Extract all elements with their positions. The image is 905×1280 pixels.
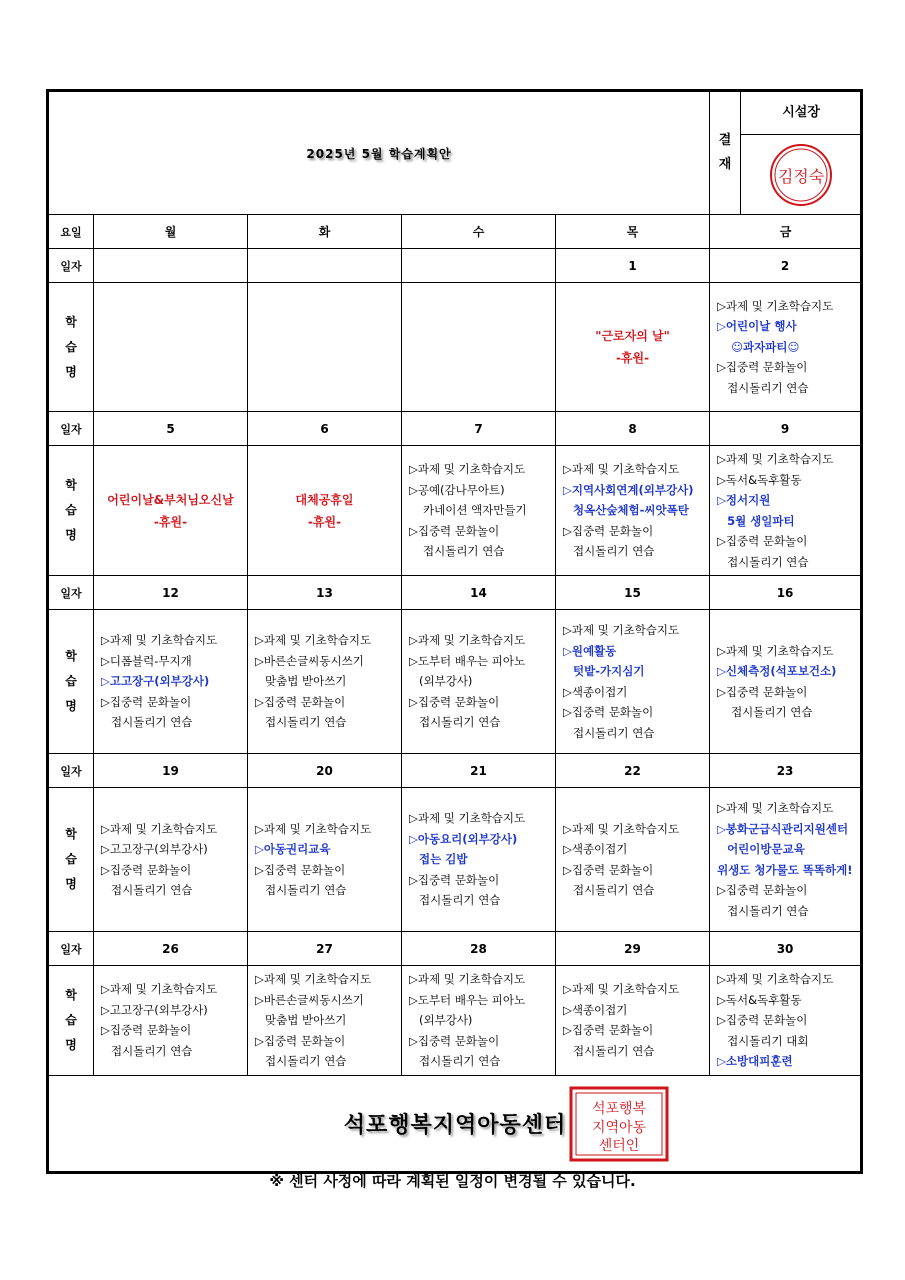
activity-line: ▷고고장구(외부강사)	[101, 674, 210, 689]
activity-line: ▷집중력 문화놀이	[717, 534, 808, 548]
activity-line: ▷고고장구(외부강사)	[101, 842, 208, 856]
activity-row	[48, 446, 862, 576]
activity-line: 텃밭-가지심기	[573, 664, 645, 678]
approval-box	[741, 91, 862, 215]
date-thu: 8	[556, 412, 710, 446]
weekday-row	[48, 215, 862, 249]
activity-line: ▷과제 및 기초학습지도	[717, 801, 834, 815]
activity-line: ▷과제 및 기초학습지도	[409, 633, 526, 648]
activity-cell-thu	[556, 788, 710, 932]
date-row-label: 일자	[48, 754, 94, 788]
activity-line: ▷아동권리교육	[255, 842, 331, 856]
activity-line: 접시돌리기 연습	[573, 1043, 655, 1058]
svg-text:석포행복: 석포행복	[591, 1100, 647, 1117]
activity-line: ▷집중력 문화놀이	[563, 862, 654, 877]
activity-label-char: 명	[65, 528, 77, 542]
svg-text:센터인: 센터인	[598, 1137, 640, 1154]
activity-cell-mon	[94, 966, 248, 1076]
activity-line: 어린이방문교육	[727, 842, 805, 856]
activity-label-char: 학	[65, 649, 77, 663]
activity-line: 접시돌리기 연습	[727, 380, 809, 395]
activity-line: (외부강사)	[419, 674, 473, 689]
date-fri: 23	[710, 754, 862, 788]
activity-row-label	[48, 610, 94, 754]
weekday-thu: 목	[556, 215, 710, 249]
activity-cell-fri	[710, 610, 862, 754]
activity-cell-wed	[402, 966, 556, 1076]
activity-line: 접시돌리기 연습	[111, 1043, 193, 1058]
date-mon: 12	[94, 576, 248, 610]
activity-label-char: 명	[65, 364, 77, 379]
activity-line: ▷도부터 배우는 피아노	[409, 992, 526, 1007]
activity-line: ▷과제 및 기초학습지도	[563, 462, 680, 477]
page-title: 2025년 5월 학습계획안	[48, 91, 710, 215]
activity-line: ▷집중력 문화놀이	[563, 705, 654, 719]
activity-line: ▷독서&독후활동	[717, 992, 802, 1007]
activity-line: ▷과제 및 기초학습지도	[255, 972, 372, 986]
date-row	[48, 932, 862, 966]
activity-line: ▷과제 및 기초학습지도	[255, 821, 372, 836]
date-fri: 2	[710, 249, 862, 283]
activity-line: ▷봉화군급식관리지원센터	[717, 821, 849, 836]
activity-cell-wed	[402, 788, 556, 932]
activity-line: ▷과제 및 기초학습지도	[563, 623, 680, 637]
activity-cell-thu	[556, 283, 710, 412]
activity-line: ▷원예활동	[563, 643, 617, 658]
approval-label-top: 결	[718, 133, 732, 148]
date-thu: 1	[556, 249, 710, 283]
activity-line: ▷고고장구(외부강사)	[101, 1002, 208, 1017]
activity-line: 어린이날&부처님오신날	[107, 492, 234, 507]
date-mon: 26	[94, 932, 248, 966]
date-tue: 6	[248, 412, 402, 446]
date-thu: 29	[556, 932, 710, 966]
activity-cell-thu	[556, 966, 710, 1076]
activity-line: ▷소방대피훈련	[717, 1054, 793, 1068]
activity-line: 접시돌리기 연습	[265, 715, 347, 730]
activity-line: ▷집중력 문화놀이	[563, 1023, 654, 1038]
activity-line: ▷집중력 문화놀이	[717, 883, 808, 897]
activity-cell-fri	[710, 966, 862, 1076]
activity-line: 접시돌리기 연습	[265, 883, 347, 897]
date-tue: 13	[248, 576, 402, 610]
activity-line: ▷집중력 문화놀이	[717, 360, 808, 375]
activity-line: ▷과제 및 기초학습지도	[101, 633, 218, 648]
activity-row	[48, 610, 862, 754]
activity-line: 5월 생일파티	[727, 513, 795, 528]
activity-line: 청옥산숲체험-씨앗폭탄	[573, 503, 689, 518]
activity-cell-tue	[248, 966, 402, 1076]
activity-line: ▷과제 및 기초학습지도	[409, 972, 526, 986]
activity-row	[48, 966, 862, 1076]
activity-label-char: 학	[65, 478, 77, 492]
activity-line: 접시돌리기 연습	[423, 544, 505, 559]
activity-line: ▷과제 및 기초학습지도	[717, 298, 834, 313]
activity-cell-mon	[94, 283, 248, 412]
activity-label-char: 학	[65, 827, 77, 841]
plan-table	[46, 89, 863, 1174]
weekday-tue: 화	[248, 215, 402, 249]
activity-line: 대체공휴일	[295, 492, 354, 507]
activity-line: ▷디폼블럭-무지개	[101, 653, 192, 668]
activity-line: ▷아동요리(외부강사)	[409, 831, 518, 846]
activity-line: ▷집중력 문화놀이	[101, 1023, 192, 1038]
activity-line: ▷집중력 문화놀이	[563, 523, 654, 538]
activity-line: 접시돌리기 연습	[573, 883, 655, 897]
activity-line: ☺과자파티☺	[731, 339, 800, 354]
activity-line: ▷과제 및 기초학습지도	[409, 811, 526, 826]
date-wed	[402, 249, 556, 283]
date-wed: 21	[402, 754, 556, 788]
activity-line: ▷바른손글씨동시쓰기	[255, 992, 364, 1007]
activity-line: 카네이션 액자만들기	[423, 503, 527, 518]
footer-cell	[48, 1075, 862, 1172]
center-name: 석포행복지역아동센터	[343, 1112, 567, 1138]
weekday-mon: 월	[94, 215, 248, 249]
activity-line: ▷과제 및 기초학습지도	[717, 452, 834, 466]
activity-line: 접시돌리기 연습	[731, 705, 813, 719]
activity-line: -휴원-	[615, 351, 650, 365]
activity-line: "근로자의 날"	[595, 329, 670, 343]
activity-cell-mon	[94, 446, 248, 576]
date-fri: 16	[710, 576, 862, 610]
activity-line: ▷과제 및 기초학습지도	[101, 821, 218, 836]
activity-line: ▷집중력 문화놀이	[255, 694, 346, 709]
signature-seal-icon	[768, 142, 834, 208]
activity-cell-fri	[710, 446, 862, 576]
activity-cell-tue	[248, 788, 402, 932]
activity-line: 접시돌리기 연습	[573, 544, 655, 559]
date-tue: 27	[248, 932, 402, 966]
activity-line: ▷과제 및 기초학습지도	[563, 821, 680, 836]
activity-cell-wed	[402, 446, 556, 576]
activity-line: ▷과제 및 기초학습지도	[717, 972, 834, 986]
center-seal-icon	[569, 1086, 669, 1162]
activity-line: 접시돌리기 연습	[727, 554, 809, 569]
activity-cell-wed	[402, 610, 556, 754]
activity-line: ▷집중력 문화놀이	[101, 862, 192, 877]
activity-row-label	[48, 283, 94, 412]
date-mon: 5	[94, 412, 248, 446]
activity-line: ▷집중력 문화놀이	[101, 694, 192, 709]
activity-row-label	[48, 446, 94, 576]
activity-line: ▷바른손글씨동시쓰기	[255, 653, 364, 668]
activity-label-char: 습	[65, 339, 77, 354]
activity-label-char: 학	[65, 314, 77, 329]
activity-line: ▷집중력 문화놀이	[409, 694, 500, 709]
activity-row-label	[48, 966, 94, 1076]
activity-line: 접시돌리기 연습	[727, 903, 809, 918]
date-row	[48, 412, 862, 446]
activity-line: 맞춤법 받아쓰기	[265, 674, 347, 689]
activity-line: 접시돌리기 연습	[573, 725, 655, 740]
activity-row	[48, 283, 862, 412]
activity-label-char: 습	[65, 674, 77, 688]
date-row	[48, 249, 862, 283]
activity-label-char: 학	[65, 987, 77, 1002]
signature-text: 김정숙	[777, 166, 825, 186]
activity-line: ▷집중력 문화놀이	[409, 872, 500, 887]
activity-line: ▷색종이접기	[563, 684, 628, 699]
date-row	[48, 754, 862, 788]
activity-label-char: 명	[65, 699, 77, 713]
date-row-label: 일자	[48, 576, 94, 610]
activity-line: ▷과제 및 기초학습지도	[717, 643, 834, 658]
activity-cell-tue	[248, 610, 402, 754]
activity-line: -휴원-	[153, 514, 188, 529]
activity-cell-fri	[710, 788, 862, 932]
activity-label-char: 습	[65, 852, 77, 866]
activity-cell-thu	[556, 446, 710, 576]
activity-label-char: 습	[65, 1012, 77, 1027]
activity-line: 접시돌리기 연습	[419, 893, 501, 908]
activity-cell-tue	[248, 446, 402, 576]
weekday-row-label: 요일	[48, 215, 94, 249]
activity-line: 접시돌리기 연습	[111, 883, 193, 897]
activity-line: ▷집중력 문화놀이	[255, 1033, 346, 1048]
activity-label-char: 습	[65, 503, 77, 517]
date-row-label: 일자	[48, 412, 94, 446]
date-mon: 19	[94, 754, 248, 788]
activity-line: ▷집중력 문화놀이	[717, 684, 808, 699]
schedule-change-notice: ※ 센터 사정에 따라 계획된 일정이 변경될 수 있습니다.	[269, 1172, 636, 1190]
activity-cell-fri	[710, 283, 862, 412]
activity-line: ▷신체측정(석포보건소)	[717, 664, 837, 678]
activity-cell-mon	[94, 610, 248, 754]
weekday-fri: 금	[710, 215, 862, 249]
approval-label-bottom: 재	[718, 157, 732, 172]
activity-line: ▷지역사회연계(외부강사)	[563, 482, 694, 497]
activity-line: ▷도부터 배우는 피아노	[409, 653, 526, 668]
activity-line: 접시돌리기 연습	[419, 1054, 501, 1068]
activity-line: ▷집중력 문화놀이	[255, 862, 346, 877]
footer-row	[48, 1075, 862, 1172]
date-wed: 7	[402, 412, 556, 446]
date-row-label: 일자	[48, 932, 94, 966]
activity-line: ▷공예(감나무아트)	[409, 482, 505, 497]
svg-text:지역아동: 지역아동	[591, 1119, 647, 1136]
activity-line: ▷과제 및 기초학습지도	[101, 982, 218, 997]
activity-cell-mon	[94, 788, 248, 932]
date-wed: 14	[402, 576, 556, 610]
activity-line: ▷색종이접기	[563, 1002, 628, 1017]
activity-line: ▷과제 및 기초학습지도	[563, 982, 680, 997]
plan-sheet	[46, 89, 860, 1174]
activity-line: ▷집중력 문화놀이	[409, 523, 500, 538]
activity-line: ▷독서&독후활동	[717, 472, 802, 487]
activity-line: 접시돌리기 연습	[111, 715, 193, 730]
activity-line: 위생도 청가물도 똑똑하게!	[717, 862, 853, 877]
activity-cell-tue	[248, 283, 402, 412]
activity-line: ▷어린이날 행사	[717, 319, 797, 334]
date-tue: 20	[248, 754, 402, 788]
signature-stamp	[741, 135, 861, 214]
approver-position: 시설장	[741, 92, 861, 135]
activity-line: 접시돌리기 연습	[419, 715, 501, 730]
activity-line: ▷과제 및 기초학습지도	[409, 462, 526, 477]
activity-label-char: 명	[65, 1037, 77, 1052]
date-fri: 9	[710, 412, 862, 446]
activity-row	[48, 788, 862, 932]
activity-line: ▷집중력 문화놀이	[409, 1033, 500, 1048]
activity-line: 접시돌리기 대회	[727, 1033, 809, 1048]
activity-line: -휴원-	[307, 514, 342, 529]
activity-cell-thu	[556, 610, 710, 754]
activity-line: 접시돌리기 연습	[265, 1054, 347, 1068]
date-tue	[248, 249, 402, 283]
activity-line: (외부강사)	[419, 1013, 473, 1027]
date-thu: 15	[556, 576, 710, 610]
date-row-label: 일자	[48, 249, 94, 283]
approval-label	[710, 91, 741, 215]
header-row	[48, 91, 862, 215]
weekday-wed: 수	[402, 215, 556, 249]
date-row	[48, 576, 862, 610]
activity-row-label	[48, 788, 94, 932]
activity-line: 접는 김밥	[419, 852, 468, 867]
activity-line: ▷색종이접기	[563, 842, 628, 856]
activity-line: 맞춤법 받아쓰기	[265, 1013, 347, 1027]
activity-line: ▷정서지원	[717, 493, 771, 507]
activity-cell-wed	[402, 283, 556, 412]
date-mon	[94, 249, 248, 283]
date-fri: 30	[710, 932, 862, 966]
date-thu: 22	[556, 754, 710, 788]
activity-label-char: 명	[65, 877, 77, 891]
date-wed: 28	[402, 932, 556, 966]
activity-line: ▷집중력 문화놀이	[717, 1013, 808, 1027]
activity-line: ▷과제 및 기초학습지도	[255, 633, 372, 648]
